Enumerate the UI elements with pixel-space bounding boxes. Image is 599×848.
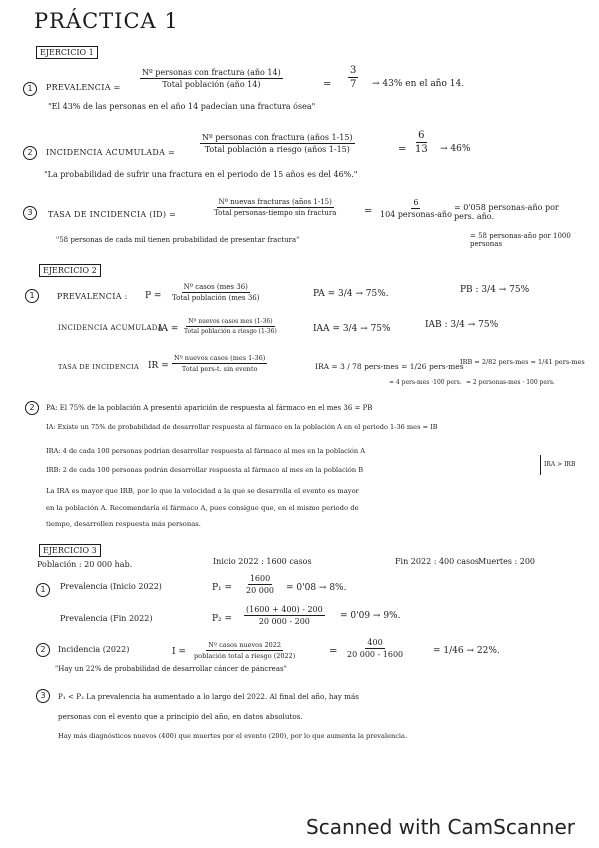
prevalence-label: PREVALENCIA = <box>46 83 121 92</box>
deaths-header: Muertes : 200 <box>478 557 536 566</box>
value-denominator: 104 personas-año <box>380 210 452 219</box>
conclusion-line-3: Hay más diagnósticos nuevos (400) que muertes por el evento (200), por lo que aumenta la prevalencia. <box>58 732 408 740</box>
prevalence-a: PA = 3/4 → 75%. <box>313 289 389 299</box>
incidence-label: Incidencia (2022) <box>58 645 130 654</box>
prevalence-label: PREVALENCIA : <box>57 292 128 301</box>
value-denominator: 13 <box>415 144 428 155</box>
cumulative-incidence-formula <box>200 133 355 154</box>
item-number-2: 2 <box>23 146 37 160</box>
incidence-rate-result: = 0'058 personas-año por pers. año. <box>454 203 559 221</box>
prevalence-end-symbol: P₂ = <box>212 614 233 624</box>
item-number-1: 1 <box>23 82 37 96</box>
value-numerator: 6 <box>418 130 425 141</box>
cumulative-incidence-value <box>413 130 430 155</box>
item-number-3: 3 <box>23 206 37 220</box>
value-numerator: 6 <box>413 198 419 207</box>
scanner-watermark: Scanned with CamScanner <box>306 815 575 839</box>
prevalence-result: → 43% en el año 14. <box>372 79 465 89</box>
incidence-rate-b: IRB = 2/82 pers-mes = 1/41 pers-mes <box>460 358 585 366</box>
cumulative-incidence-b: IAB : 3/4 → 75% <box>425 320 499 330</box>
formula-numerator: Nº nuevas fracturas (años 1-15) <box>218 198 332 206</box>
start-cases-header: Inicio 2022 : 1600 casos <box>213 557 312 566</box>
incidence-rate-interpretation: "58 personas de cada mil tienen probabilidad de presentar fractura" <box>56 236 300 244</box>
incidence-value <box>345 638 405 659</box>
formula-numerator: Nº nuevos casos mes (1-36) <box>188 318 273 325</box>
prevalence-start-formula <box>244 574 276 595</box>
prevalence-end-formula <box>244 605 325 626</box>
cumulative-incidence-label: INCIDENCIA ACUMULADA = <box>46 148 175 157</box>
value-numerator: 3 <box>350 65 357 76</box>
page-title: PRÁCTICA 1 <box>34 9 179 33</box>
prevalence-start-symbol: P₁ = <box>212 583 233 593</box>
incidence-rate-value <box>378 198 454 219</box>
formula-denominator: 20 000 - 200 <box>258 617 310 626</box>
equals-sign: = <box>329 646 338 657</box>
incidence-rate-a-per-100: = 4 pers-mes ·100 pers. <box>389 379 462 386</box>
item-number-3: 3 <box>36 689 50 703</box>
prevalence-interpretation: "El 43% de las personas en el año 14 padecían una fractura ósea" <box>48 102 316 111</box>
cumulative-incidence-formula <box>182 318 279 335</box>
item-number-2: 2 <box>25 401 39 415</box>
interpretation-line-5: La IRA es mayor que IRB, por lo que la velocidad a la que se desarrolla el evento es mayor <box>46 487 359 495</box>
formula-numerator: Nº personas con fractura (años 1-15) <box>202 133 353 142</box>
formula-numerator: (1600 + 400) - 200 <box>246 605 323 614</box>
incidence-rate-label: TASA DE INCIDENCIA <box>58 363 139 371</box>
formula-denominator: Total pers-t. sin evento <box>181 365 258 373</box>
interpretation-line-7: tiempo, desarrollen respuesta más personas. <box>46 520 201 528</box>
value-denominator: 7 <box>350 79 357 90</box>
interpretation-line-3: IRA: 4 de cada 100 personas podrían desarrollar respuesta al fármaco al mes en la población A <box>46 447 366 455</box>
item-number-1: 1 <box>25 289 39 303</box>
cumulative-incidence-result: → 46% <box>440 144 471 154</box>
prevalence-end-result: = 0'09 → 9%. <box>340 611 401 621</box>
exercise-2-heading: EJERCICIO 2 <box>39 264 101 277</box>
incidence-rate-b-per-100: = 2 personas-mes · 100 pers. <box>466 379 555 386</box>
interpretation-line-6: en la población A. Recomendaría el fármaco A, pues consigue que, en el mismo periodo de <box>46 504 359 512</box>
incidence-rate-symbol: IR = <box>148 361 169 371</box>
incidence-result: = 1/46 → 22%. <box>433 646 500 656</box>
formula-denominator: Total población (año 14) <box>162 80 261 89</box>
prevalence-start-label: Prevalencia (Inicio 2022) <box>60 582 162 591</box>
value-numerator: 400 <box>367 638 383 647</box>
formula-denominator: Total población a riesgo (1-36) <box>184 328 277 335</box>
prevalence-start-result: = 0'08 → 8%. <box>286 583 347 593</box>
prevalence-symbol: P = <box>145 291 162 301</box>
population-header: Población : 20 000 hab. <box>37 560 133 569</box>
incidence-interpretation: "Hay un 22% de probabilidad de desarrollar cáncer de páncreas" <box>55 665 287 673</box>
conclusion-line-2: personas con el evento que a principio del año, en datos absolutos. <box>58 712 303 721</box>
exercise-1-heading: EJERCICIO 1 <box>36 46 98 59</box>
interpretation-line-4: IRB: 2 de cada 100 personas podrán desarrollar respuesta al fármaco al mes en la población B <box>46 466 364 474</box>
formula-denominator: población total a riesgo (2022) <box>194 652 296 660</box>
formula-numerator: 1600 <box>249 574 271 583</box>
incidence-rate-a: IRA = 3 / 78 pers-mes = 1/26 pers-mes <box>315 362 464 371</box>
formula-numerator: Nº casos (mes 36) <box>183 283 248 291</box>
formula-numerator: Nº nuevos casos (mes 1-36) <box>174 354 266 362</box>
formula-denominator: 20 000 <box>246 586 274 595</box>
cumulative-incidence-interpretation: "La probabilidad de sufrir una fractura en el periodo de 15 años es del 46%." <box>44 170 358 179</box>
equals-sign: = <box>398 144 407 155</box>
cumulative-incidence-symbol: IA = <box>158 324 179 334</box>
incidence-rate-formula <box>212 198 338 217</box>
cumulative-incidence-a: IAA = 3/4 → 75% <box>313 324 391 334</box>
incidence-rate-label: TASA DE INCIDENCIA (ID) = <box>48 210 177 219</box>
formula-numerator: Nº casos nuevos 2022 <box>208 641 282 649</box>
equals-sign: = <box>323 79 332 90</box>
value-denominator: 20 000 - 1600 <box>347 650 404 659</box>
interpretation-line-1: PA: El 75% de la población A presentó aparición de respuesta al fármaco en el mes 36 = PB <box>46 404 373 412</box>
incidence-formula <box>192 641 297 660</box>
conclusion-line-1: P₁ < P₂ La prevalencia ha aumentado a lo largo del 2022. Al final del año, hay más <box>58 692 359 701</box>
prevalence-b: PB : 3/4 → 75% <box>460 285 530 295</box>
formula-denominator: Total población (mes 36) <box>172 294 260 302</box>
equals-sign: = <box>364 206 373 217</box>
formula-denominator: Total personas-tiempo sin fractura <box>214 209 337 217</box>
incidence-rate-formula <box>172 354 267 373</box>
cumulative-incidence-label: INCIDENCIA ACUMULADA <box>58 324 164 332</box>
prevalence-end-label: Prevalencia (Fin 2022) <box>60 614 153 623</box>
prevalence-formula <box>140 68 283 89</box>
prevalence-formula <box>170 283 261 302</box>
interpretation-line-2: IA: Existe un 75% de probabilidad de desarrollar respuesta al fármaco en la población A en el periodo 1-36 mes = IB <box>46 423 438 431</box>
incidence-rate-result-per-1000: = 58 personas-año por 1000 personas <box>470 232 571 248</box>
formula-numerator: Nº personas con fractura (año 14) <box>142 68 281 77</box>
end-cases-header: Fin 2022 : 400 casos <box>395 557 480 566</box>
formula-denominator: Total población a riesgo (años 1-15) <box>204 145 350 154</box>
item-number-2: 2 <box>36 643 50 657</box>
comparison-brace: IRA > IRB <box>540 455 575 475</box>
item-number-1: 1 <box>36 583 50 597</box>
prevalence-value <box>348 65 358 90</box>
exercise-3-heading: EJERCICIO 3 <box>39 544 101 557</box>
incidence-symbol: I = <box>172 647 186 657</box>
